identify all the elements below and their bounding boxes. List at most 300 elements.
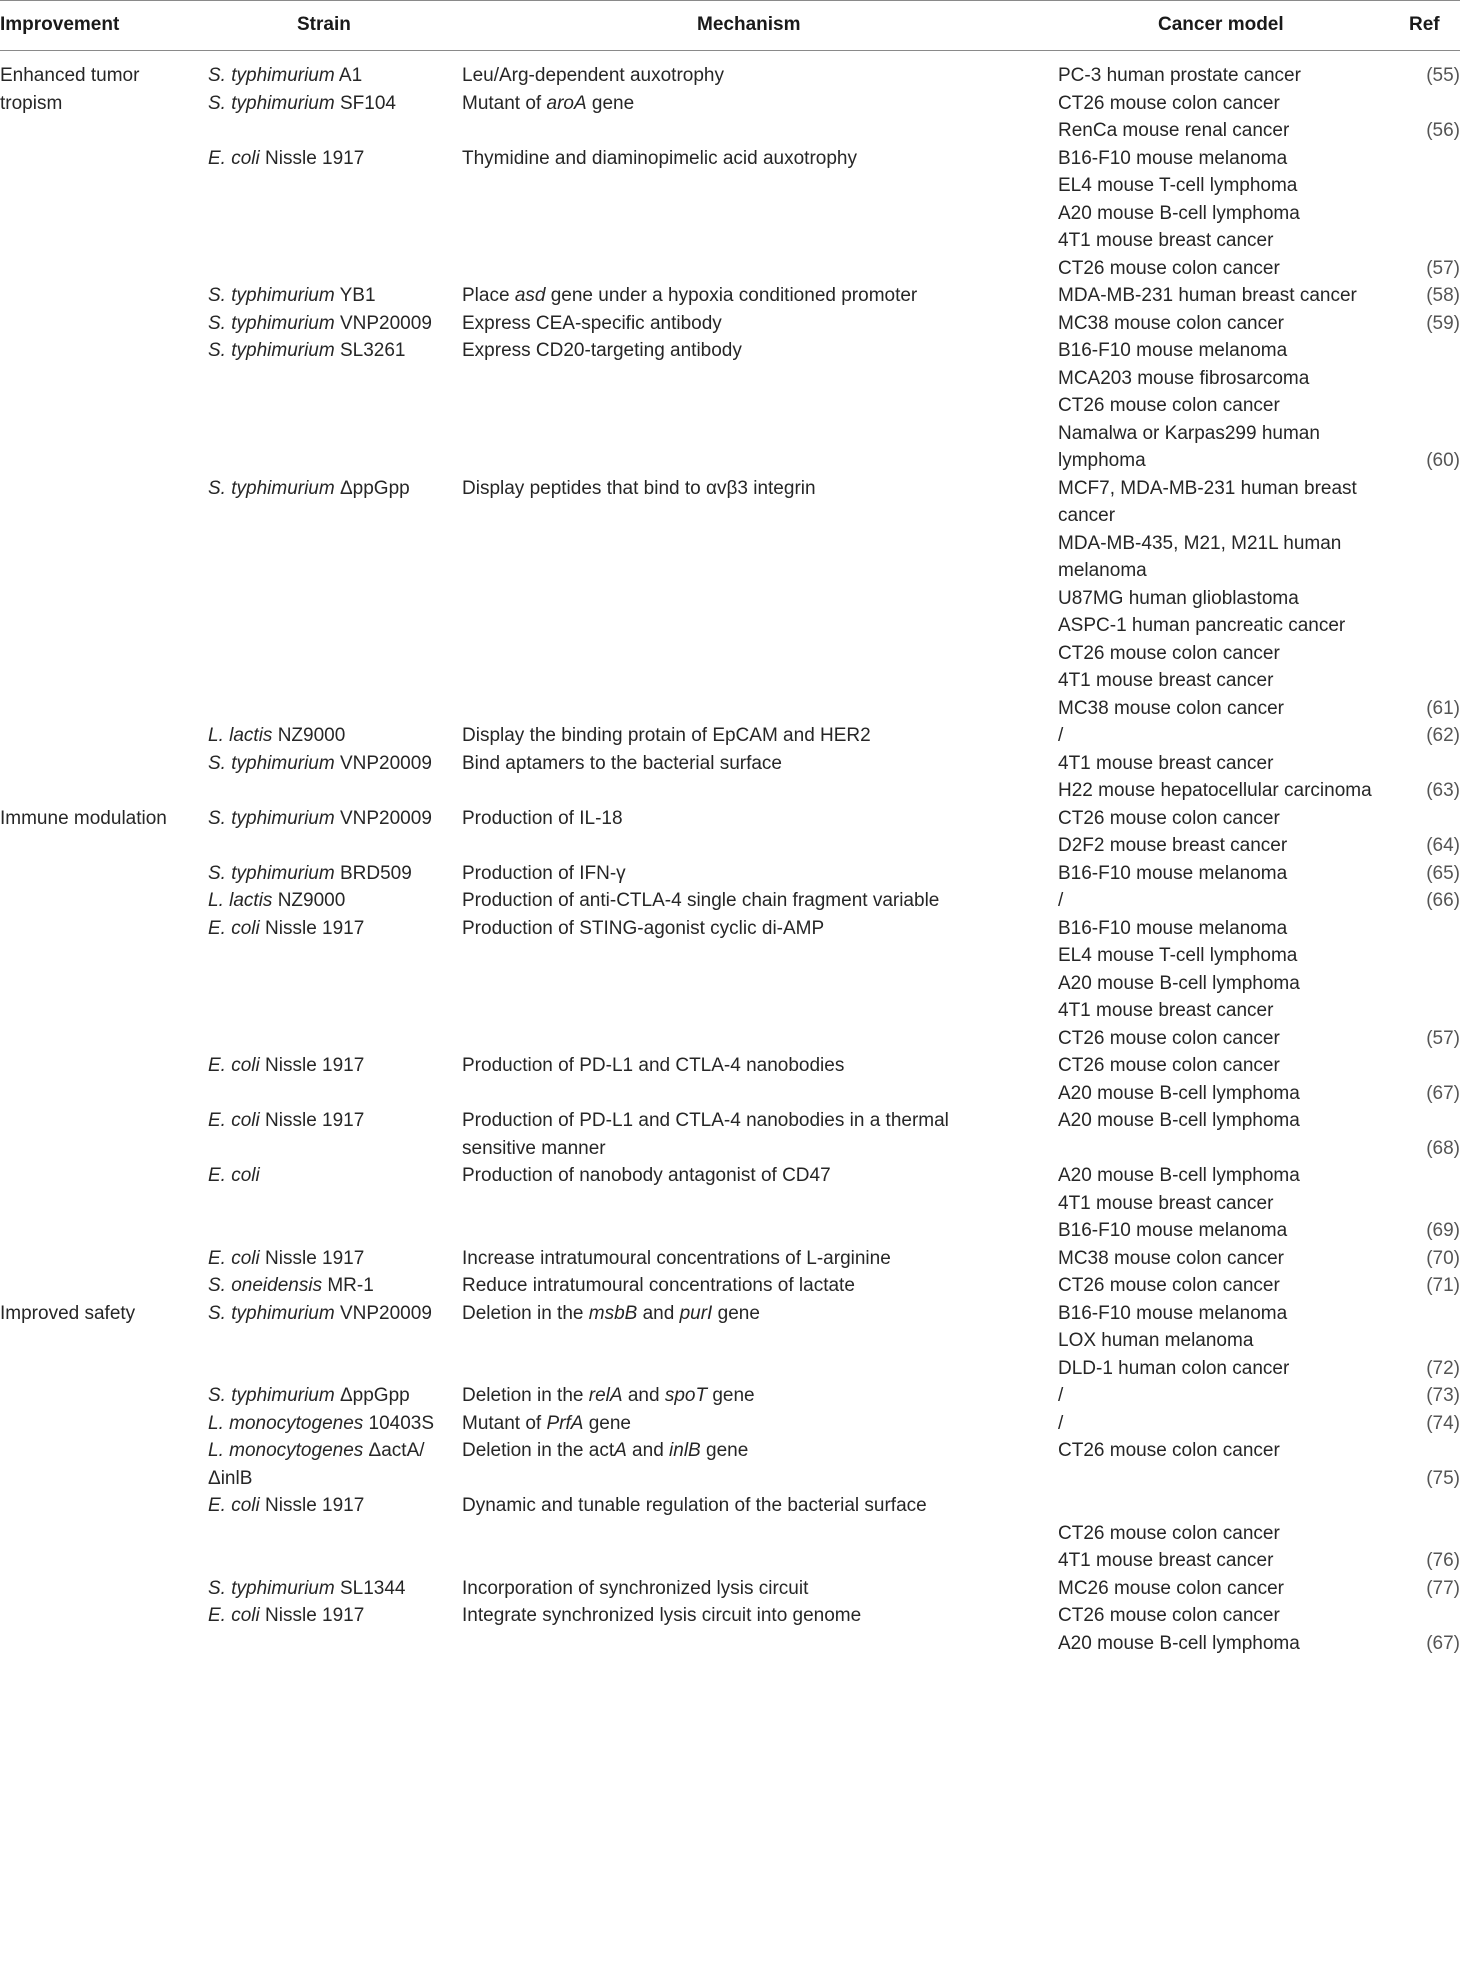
cancer-model: PC-3 human prostate cancer xyxy=(1058,65,1301,86)
cancer-model: EL4 mouse T-cell lymphoma xyxy=(1058,175,1298,196)
mechanism-text: Bind aptamers to the bacterial surface xyxy=(462,752,783,774)
cancer-model: MC38 mouse colon cancer xyxy=(1058,697,1284,719)
mechanism-cell xyxy=(462,1245,891,1273)
strain-line xyxy=(208,1107,364,1135)
cancer-model-cell xyxy=(1058,1437,1280,1465)
strain-name: 10403S xyxy=(363,1412,435,1434)
strain-line xyxy=(208,750,432,778)
mechanism-line xyxy=(462,1410,631,1438)
cancer-model: 4T1 mouse breast cancer xyxy=(1058,1550,1274,1571)
strain-cell xyxy=(208,805,432,833)
mechanism-line xyxy=(462,475,816,503)
strain-cell xyxy=(208,887,345,915)
reference: (60) xyxy=(1426,450,1460,471)
cancer-model: B16-F10 mouse melanoma xyxy=(1058,1302,1288,1324)
mechanism-cell xyxy=(462,282,917,310)
mechanism-cell xyxy=(462,1602,861,1630)
cancer-model: 4T1 mouse breast cancer xyxy=(1058,1192,1274,1214)
cancer-model: A20 mouse B-cell lymphoma xyxy=(1058,202,1300,224)
mechanism-line xyxy=(462,750,782,778)
cancer-model-cell xyxy=(1058,915,1300,1053)
mechanism-line xyxy=(462,282,917,310)
cancer-model-cell xyxy=(1058,1300,1289,1383)
cancer-model-cell xyxy=(1058,1052,1300,1107)
strain-species: S. typhimurium xyxy=(208,65,335,86)
strain-species: S. typhimurium xyxy=(208,477,335,499)
strain-line xyxy=(208,475,410,503)
table-row xyxy=(0,337,1460,475)
strain-name: Nissle 1917 xyxy=(259,1055,365,1076)
reference: (66) xyxy=(1426,890,1460,911)
mechanism-cell xyxy=(462,1492,927,1520)
mechanism-line xyxy=(462,1382,755,1410)
mechanism-text: Production of PD-L1 and CTLA-4 nanobodies xyxy=(462,1055,845,1076)
mechanism-text: asd xyxy=(514,285,546,306)
cancer-model-cell xyxy=(1058,475,1357,723)
mechanism-line xyxy=(462,722,871,750)
strain-cell xyxy=(208,90,396,118)
cancer-model-cell xyxy=(1058,1410,1063,1438)
reference: (67) xyxy=(1426,1632,1460,1654)
strain-line xyxy=(208,1410,434,1438)
mechanism-cell xyxy=(462,337,742,365)
cancer-model: A20 mouse B-cell lymphoma xyxy=(1058,1110,1300,1131)
reference: (56) xyxy=(1426,120,1460,141)
strain-name: A1 xyxy=(334,65,363,86)
cancer-model: MC38 mouse colon cancer xyxy=(1058,1247,1284,1269)
mechanism-line xyxy=(462,310,722,338)
strain-name: Nissle 1917 xyxy=(259,1495,365,1516)
cancer-model-cell xyxy=(1058,1245,1284,1273)
reference: (74) xyxy=(1426,1412,1460,1434)
table-row xyxy=(0,887,1460,915)
mechanism-line xyxy=(462,1107,949,1135)
mechanism-text: relA xyxy=(588,1385,623,1406)
cancer-model: A20 mouse B-cell lymphoma xyxy=(1058,1165,1300,1186)
strain-line xyxy=(208,1272,374,1300)
mechanism-text: Integrate synchronized lysis circuit into genome xyxy=(462,1605,862,1626)
strain-species: S. typhimurium xyxy=(208,1385,335,1406)
mechanism-cell xyxy=(462,722,871,750)
table-row xyxy=(0,1107,1460,1162)
strain-cell xyxy=(208,1602,364,1630)
mechanism-line xyxy=(462,915,824,943)
mechanism-text: Thymidine and diaminopimelic acid auxotrophy xyxy=(462,147,857,169)
strain-species: S. typhimurium xyxy=(208,752,335,774)
strain-species: S. typhimurium xyxy=(208,340,335,361)
strain-species: S. typhimurium xyxy=(208,285,335,306)
mechanism-line xyxy=(462,1575,808,1603)
mechanism-line xyxy=(462,887,939,915)
strain-name: ΔactA/ xyxy=(363,1440,425,1461)
cancer-model xyxy=(1058,1492,1280,1520)
strain-species: S. typhimurium xyxy=(208,862,335,884)
cancer-model: B16-F10 mouse melanoma xyxy=(1058,340,1288,361)
cancer-model: cancer xyxy=(1058,505,1116,526)
strain-line xyxy=(208,62,362,90)
cancer-model-cell xyxy=(1058,1602,1300,1657)
cancer-model: U87MG human glioblastoma xyxy=(1058,587,1299,609)
cancer-model: EL4 mouse T-cell lymphoma xyxy=(1058,945,1298,966)
mechanism-cell xyxy=(462,475,816,503)
mechanism-cell xyxy=(462,1107,949,1162)
strain-line xyxy=(208,1245,364,1273)
mechanism-text: gene xyxy=(707,1385,755,1406)
strain-cell xyxy=(208,337,406,365)
cancer-model-cell xyxy=(1058,145,1300,283)
strain-species: E. coli xyxy=(208,1110,260,1131)
strain-cell xyxy=(208,475,410,503)
strain-cell xyxy=(208,1272,374,1300)
mechanism-cell xyxy=(462,1272,855,1300)
table-row xyxy=(0,1162,1460,1245)
strain-name: SL3261 xyxy=(334,340,406,361)
strain-cell xyxy=(208,1437,425,1492)
strain-cell xyxy=(208,1245,364,1273)
cancer-model: / xyxy=(1058,1385,1064,1406)
cancer-model-cell xyxy=(1058,1575,1284,1603)
mechanism-line xyxy=(462,1492,927,1520)
strain-cell xyxy=(208,915,364,943)
cancer-model: MDA-MB-435, M21, M21L human xyxy=(1058,532,1342,554)
cancer-model: MCA203 mouse fibrosarcoma xyxy=(1058,367,1310,389)
mechanism-text: gene xyxy=(586,92,635,114)
strain-cell xyxy=(208,722,345,750)
table-row xyxy=(0,1272,1460,1300)
header-improvement: Improvement xyxy=(0,14,120,35)
cancer-model-cell xyxy=(1058,750,1372,805)
cancer-model: B16-F10 mouse melanoma xyxy=(1058,862,1288,884)
mechanism-text: aroA xyxy=(546,92,587,114)
mechanism-cell xyxy=(462,1162,831,1190)
mechanism-text: gene under a hypoxia conditioned promoter xyxy=(545,285,918,306)
strain-line xyxy=(208,887,345,915)
mechanism-cell xyxy=(462,915,824,943)
table-row xyxy=(0,475,1460,723)
mechanism-text: Express CEA-specific antibody xyxy=(462,312,722,334)
cancer-model: A20 mouse B-cell lymphoma xyxy=(1058,1632,1300,1654)
mechanism-cell xyxy=(462,887,939,915)
strain-species: S. typhimurium xyxy=(208,1577,335,1599)
mechanism-cell xyxy=(462,805,623,833)
cancer-model-cell xyxy=(1058,1492,1280,1575)
table-row xyxy=(0,750,1460,805)
improvement-cell xyxy=(0,1300,135,1328)
cancer-model: MC38 mouse colon cancer xyxy=(1058,312,1284,334)
mechanism-text: and xyxy=(622,1385,665,1406)
strain-species: E. coli xyxy=(208,1495,260,1516)
cancer-model-cell xyxy=(1058,62,1301,90)
cancer-model-cell xyxy=(1058,860,1287,888)
cancer-model: DLD-1 human colon cancer xyxy=(1058,1357,1290,1379)
cancer-model-cell xyxy=(1058,805,1287,860)
cancer-model: LOX human melanoma xyxy=(1058,1330,1254,1351)
cancer-model: 4T1 mouse breast cancer xyxy=(1058,230,1274,251)
strain-line xyxy=(208,805,432,833)
reference: (57) xyxy=(1426,257,1460,279)
strain-species: E. coli xyxy=(208,1055,260,1076)
strain-name: Nissle 1917 xyxy=(259,917,365,939)
cancer-model: 4T1 mouse breast cancer xyxy=(1058,752,1274,774)
strain-line xyxy=(208,310,432,338)
strain-line xyxy=(208,1575,406,1603)
cancer-model: CT26 mouse colon cancer xyxy=(1058,642,1280,664)
strain-cell xyxy=(208,860,412,888)
table-row xyxy=(0,1245,1460,1273)
mechanism-text: Production of STING-agonist cyclic di-AMP xyxy=(462,917,825,939)
table-row xyxy=(0,1300,1460,1383)
mechanism-text: Production of IL-18 xyxy=(462,807,623,829)
strain-species: L. lactis xyxy=(208,890,273,911)
mechanism-cell xyxy=(462,145,857,173)
reference: (72) xyxy=(1426,1357,1460,1379)
mechanism-text: Dynamic and tunable regulation of the bacterial surface xyxy=(462,1495,927,1516)
strain-species: E. coli xyxy=(208,1165,260,1186)
mechanism-line xyxy=(462,90,634,118)
strain-species: E. coli xyxy=(208,917,260,939)
strain-name: BRD509 xyxy=(334,862,412,884)
mechanism-text: Express CD20-targeting antibody xyxy=(462,340,742,361)
strain-cell xyxy=(208,1575,406,1603)
reference: (67) xyxy=(1426,1082,1460,1104)
cancer-model-cell xyxy=(1058,282,1357,310)
strain-line xyxy=(208,1052,364,1080)
cancer-model: D2F2 mouse breast cancer xyxy=(1058,835,1288,856)
mechanism-cell xyxy=(462,1410,631,1438)
strain-line xyxy=(208,282,376,310)
cancer-model: B16-F10 mouse melanoma xyxy=(1058,147,1288,169)
mechanism-cell xyxy=(462,1437,748,1465)
reference: (55) xyxy=(1426,65,1460,86)
cancer-model-cell xyxy=(1058,337,1320,475)
header-strain: Strain xyxy=(297,14,351,35)
cancer-model: MC26 mouse colon cancer xyxy=(1058,1577,1284,1599)
mechanism-text: purI xyxy=(679,1302,713,1324)
cancer-model: B16-F10 mouse melanoma xyxy=(1058,1220,1288,1241)
cancer-model: CT26 mouse colon cancer xyxy=(1058,92,1280,114)
reference: (63) xyxy=(1426,780,1460,801)
mechanism-text: Leu/Arg-dependent auxotrophy xyxy=(462,65,724,86)
table-row xyxy=(0,90,1460,145)
strain-species: L. monocytogenes xyxy=(208,1440,364,1461)
mechanism-cell xyxy=(462,62,724,90)
strain-cell xyxy=(208,1107,364,1135)
cancer-model: CT26 mouse colon cancer xyxy=(1058,1605,1280,1626)
mechanism-text: Incorporation of synchronized lysis circuit xyxy=(462,1577,809,1599)
mechanism-text: inlB xyxy=(669,1440,701,1461)
strain-name: NZ9000 xyxy=(272,725,346,746)
mechanism-line xyxy=(462,337,742,365)
improvement-text: Enhanced tumor xyxy=(0,65,140,86)
mechanism-line xyxy=(462,1245,891,1273)
mechanism-text: Deletion in the act xyxy=(462,1440,615,1461)
cancer-model: CT26 mouse colon cancer xyxy=(1058,1440,1280,1461)
mechanism-line xyxy=(462,1602,861,1630)
header-mechanism: Mechanism xyxy=(697,14,801,35)
strain-name: VNP20009 xyxy=(334,1302,432,1324)
mechanism-text: Production of nanobody antagonist of CD47 xyxy=(462,1165,831,1186)
table-row xyxy=(0,1437,1460,1492)
strain-cell xyxy=(208,145,364,173)
cancer-model-cell xyxy=(1058,310,1284,338)
table-row xyxy=(0,1575,1460,1603)
cancer-model: ASPC-1 human pancreatic cancer xyxy=(1058,615,1346,636)
mechanism-cell xyxy=(462,1575,808,1603)
mechanism-text: Production of anti-CTLA-4 single chain fragment variable xyxy=(462,890,940,911)
strain-name: ΔppGpp xyxy=(334,477,410,499)
strain-cell xyxy=(208,1382,410,1410)
cancer-model: A20 mouse B-cell lymphoma xyxy=(1058,1082,1300,1104)
strain-cell xyxy=(208,1162,260,1190)
table-row xyxy=(0,1492,1460,1575)
mechanism-line xyxy=(462,1135,949,1163)
mechanism-text: spoT xyxy=(664,1385,708,1406)
improvement-text: Improved safety xyxy=(0,1302,136,1324)
table-row xyxy=(0,805,1460,860)
strain-species: S. typhimurium xyxy=(208,807,335,829)
mechanism-text: Mutant of xyxy=(462,1412,547,1434)
mechanism-text: Increase intratumoural concentrations of L-arginine xyxy=(462,1247,891,1269)
improvement-cell xyxy=(0,805,167,833)
strain-species: E. coli xyxy=(208,147,260,169)
mechanism-cell xyxy=(462,310,722,338)
header-ref: Ref xyxy=(1409,14,1440,35)
mechanism-line xyxy=(462,860,626,888)
strain-species: S. typhimurium xyxy=(208,312,335,334)
strain-line xyxy=(208,915,364,943)
cancer-model: MCF7, MDA-MB-231 human breast xyxy=(1058,477,1357,499)
mechanism-text: gene xyxy=(583,1412,631,1434)
strain-name: VNP20009 xyxy=(334,807,432,829)
cancer-model-cell xyxy=(1058,1162,1300,1245)
strain-line xyxy=(208,1492,364,1520)
mechanism-text: and xyxy=(626,1440,670,1461)
table-row xyxy=(0,282,1460,310)
mechanism-text: PrfA xyxy=(546,1412,584,1434)
mechanism-text: gene xyxy=(700,1440,749,1461)
cancer-model: Namalwa or Karpas299 human xyxy=(1058,422,1320,444)
cancer-model: H22 mouse hepatocellular carcinoma xyxy=(1058,780,1372,801)
table-row xyxy=(0,145,1460,283)
mechanism-text: Deletion in the xyxy=(462,1385,589,1406)
reference: (65) xyxy=(1426,862,1460,884)
reference: (70) xyxy=(1426,1247,1460,1269)
cancer-model: CT26 mouse colon cancer xyxy=(1058,1522,1280,1544)
strain-line xyxy=(208,722,345,750)
cancer-model: / xyxy=(1058,725,1064,746)
reference: (75) xyxy=(1426,1467,1460,1489)
cancer-model: CT26 mouse colon cancer xyxy=(1058,807,1280,829)
strain-name: Nissle 1917 xyxy=(259,1605,365,1626)
mechanism-text: Place xyxy=(462,285,515,306)
mechanism-line xyxy=(462,62,724,90)
strain-name: Nissle 1917 xyxy=(259,1110,365,1131)
strain-name: ΔppGpp xyxy=(334,1385,410,1406)
table-row xyxy=(0,310,1460,338)
strain-cell xyxy=(208,282,376,310)
strain-cell xyxy=(208,62,362,90)
improvement-text: tropism xyxy=(0,92,63,114)
table-row xyxy=(0,1602,1460,1657)
table-header xyxy=(0,0,1460,50)
strain-cell xyxy=(208,1492,364,1520)
strain-line xyxy=(208,1602,364,1630)
mechanism-cell xyxy=(462,1300,760,1328)
strain-name: ΔinlB xyxy=(208,1467,253,1489)
cancer-model: A20 mouse B-cell lymphoma xyxy=(1058,972,1300,994)
mechanism-text: gene xyxy=(712,1302,760,1324)
strain-name: VNP20009 xyxy=(334,752,432,774)
strain-species: E. coli xyxy=(208,1605,260,1626)
strain-name: SL1344 xyxy=(334,1577,406,1599)
strain-line xyxy=(208,1162,260,1190)
strain-name: SF104 xyxy=(334,92,396,114)
table-row xyxy=(0,915,1460,1053)
mechanism-line xyxy=(462,1162,831,1190)
mechanism-cell xyxy=(462,860,626,888)
cancer-model: B16-F10 mouse melanoma xyxy=(1058,917,1288,939)
strain-line xyxy=(208,1382,410,1410)
mechanism-text: Production of PD-L1 and CTLA-4 nanobodies in a thermal xyxy=(462,1110,949,1131)
mechanism-line xyxy=(462,1272,855,1300)
strain-name: VNP20009 xyxy=(334,312,432,334)
mechanism-line xyxy=(462,1437,748,1465)
table-row xyxy=(0,722,1460,750)
mechanism-line xyxy=(462,1300,760,1328)
mechanism-text: Display the binding protain of EpCAM and HER2 xyxy=(462,725,871,746)
cancer-model: MDA-MB-231 human breast cancer xyxy=(1058,285,1357,306)
header-cancer-model: Cancer model xyxy=(1158,14,1284,35)
reference: (71) xyxy=(1426,1275,1460,1296)
cancer-model: CT26 mouse colon cancer xyxy=(1058,395,1280,416)
strain-name: Nissle 1917 xyxy=(259,147,365,169)
strain-line xyxy=(208,860,412,888)
strain-cell xyxy=(208,1052,364,1080)
reference: (58) xyxy=(1426,285,1460,306)
reference: (62) xyxy=(1426,725,1460,746)
strain-line xyxy=(208,1300,432,1328)
strain-line xyxy=(208,90,396,118)
strain-name: Nissle 1917 xyxy=(259,1247,365,1269)
mechanism-cell xyxy=(462,1382,755,1410)
cancer-model: CT26 mouse colon cancer xyxy=(1058,257,1280,279)
strain-species: L. lactis xyxy=(208,725,273,746)
cancer-model: CT26 mouse colon cancer xyxy=(1058,1027,1280,1049)
strain-species: S. oneidensis xyxy=(208,1275,323,1296)
mechanism-text: msbB xyxy=(588,1302,638,1324)
reference: (77) xyxy=(1426,1577,1460,1599)
mechanism-text: A xyxy=(614,1440,627,1461)
mechanism-line xyxy=(462,805,623,833)
reference: (73) xyxy=(1426,1385,1460,1406)
mechanism-line xyxy=(462,145,857,173)
mechanism-text: Production of IFN-γ xyxy=(462,862,626,884)
improvement-text: Immune modulation xyxy=(0,807,167,829)
cancer-model: 4T1 mouse breast cancer xyxy=(1058,670,1274,691)
reference: (61) xyxy=(1426,697,1460,719)
cancer-model: CT26 mouse colon cancer xyxy=(1058,1055,1280,1076)
strain-species: L. monocytogenes xyxy=(208,1412,364,1434)
mechanism-cell xyxy=(462,90,634,118)
cancer-model: melanoma xyxy=(1058,560,1147,581)
strain-species: S. typhimurium xyxy=(208,1302,335,1324)
strain-cell xyxy=(208,1300,432,1328)
cancer-model-cell xyxy=(1058,1107,1300,1135)
mechanism-text: sensitive manner xyxy=(462,1137,606,1159)
cancer-model: 4T1 mouse breast cancer xyxy=(1058,1000,1274,1021)
strain-cell xyxy=(208,310,432,338)
reference: (69) xyxy=(1426,1220,1460,1241)
